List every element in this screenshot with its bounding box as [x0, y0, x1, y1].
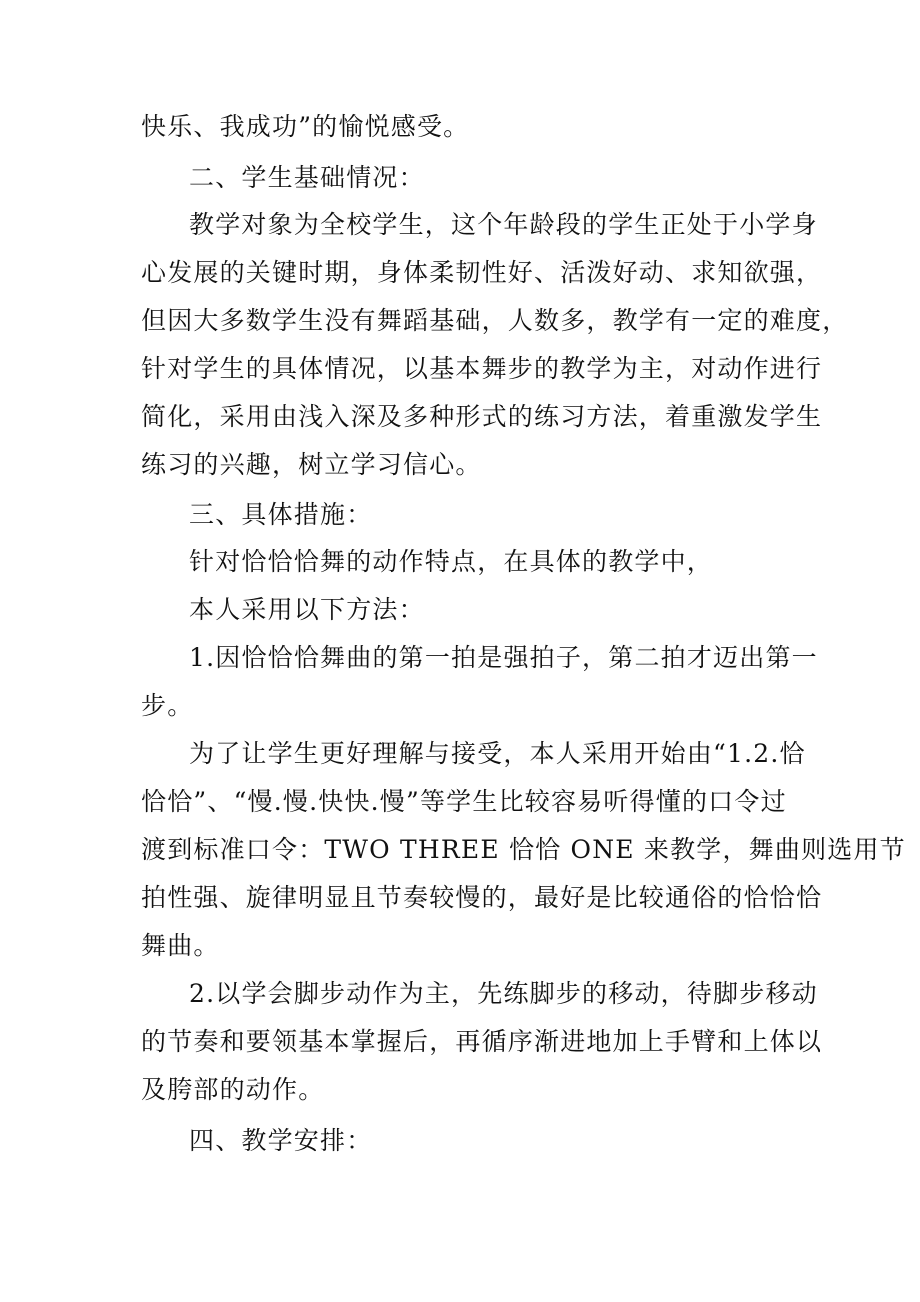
text-line: 针对恰恰恰舞的动作特点，在具体的教学中， [189, 547, 714, 576]
text-line: 本人采用以下方法： [189, 595, 425, 624]
text-line: 及胯部的动作。 [141, 1075, 325, 1104]
text-line: 简化，采用由浅入深及多种形式的练习方法，着重激发学生 [141, 402, 823, 431]
text-line: 为了让学生更好理解与接受，本人采用开始由“1.2.恰 [189, 739, 806, 768]
text-line: 拍性强、旋律明显且节奏较慢的，最好是比较通俗的恰恰恰 [141, 883, 823, 912]
text-line: 练习的兴趣，树立学习信心。 [141, 450, 482, 479]
text-line: 快乐、我成功”的愉悦感受。 [141, 112, 470, 141]
section-heading: 二、学生基础情况： [189, 163, 425, 192]
text-line: 的节奏和要领基本掌握后，再循序渐进地加上手臂和上体以 [141, 1027, 823, 1056]
text-line: 心发展的关键时期，身体柔韧性好、活泼好动、求知欲强， [141, 258, 823, 287]
section-heading: 三、具体措施： [189, 500, 373, 529]
text-line: 步。 [141, 691, 194, 720]
text-line: 但因大多数学生没有舞蹈基础，人数多，教学有一定的难度， [141, 306, 849, 335]
text-line: 2.以学会脚步动作为主，先练脚步的移动，待脚步移动 [189, 979, 818, 1008]
text-line: 针对学生的具体情况，以基本舞步的教学为主，对动作进行 [141, 354, 823, 383]
text-line: 1.因恰恰恰舞曲的第一拍是强拍子，第二拍才迈出第一 [189, 643, 818, 672]
text-line: 教学对象为全校学生，这个年龄段的学生正处于小学身 [189, 210, 818, 239]
section-heading: 四、教学安排： [189, 1126, 373, 1155]
text-line: 舞曲。 [141, 931, 220, 960]
text-line: 渡到标准口令：TWO THREE 恰恰 ONE 来教学，舞曲则选用节 [141, 835, 906, 864]
text-line: 恰恰”、“慢.慢.快快.慢”等学生比较容易听得懂的口令过 [141, 787, 787, 816]
